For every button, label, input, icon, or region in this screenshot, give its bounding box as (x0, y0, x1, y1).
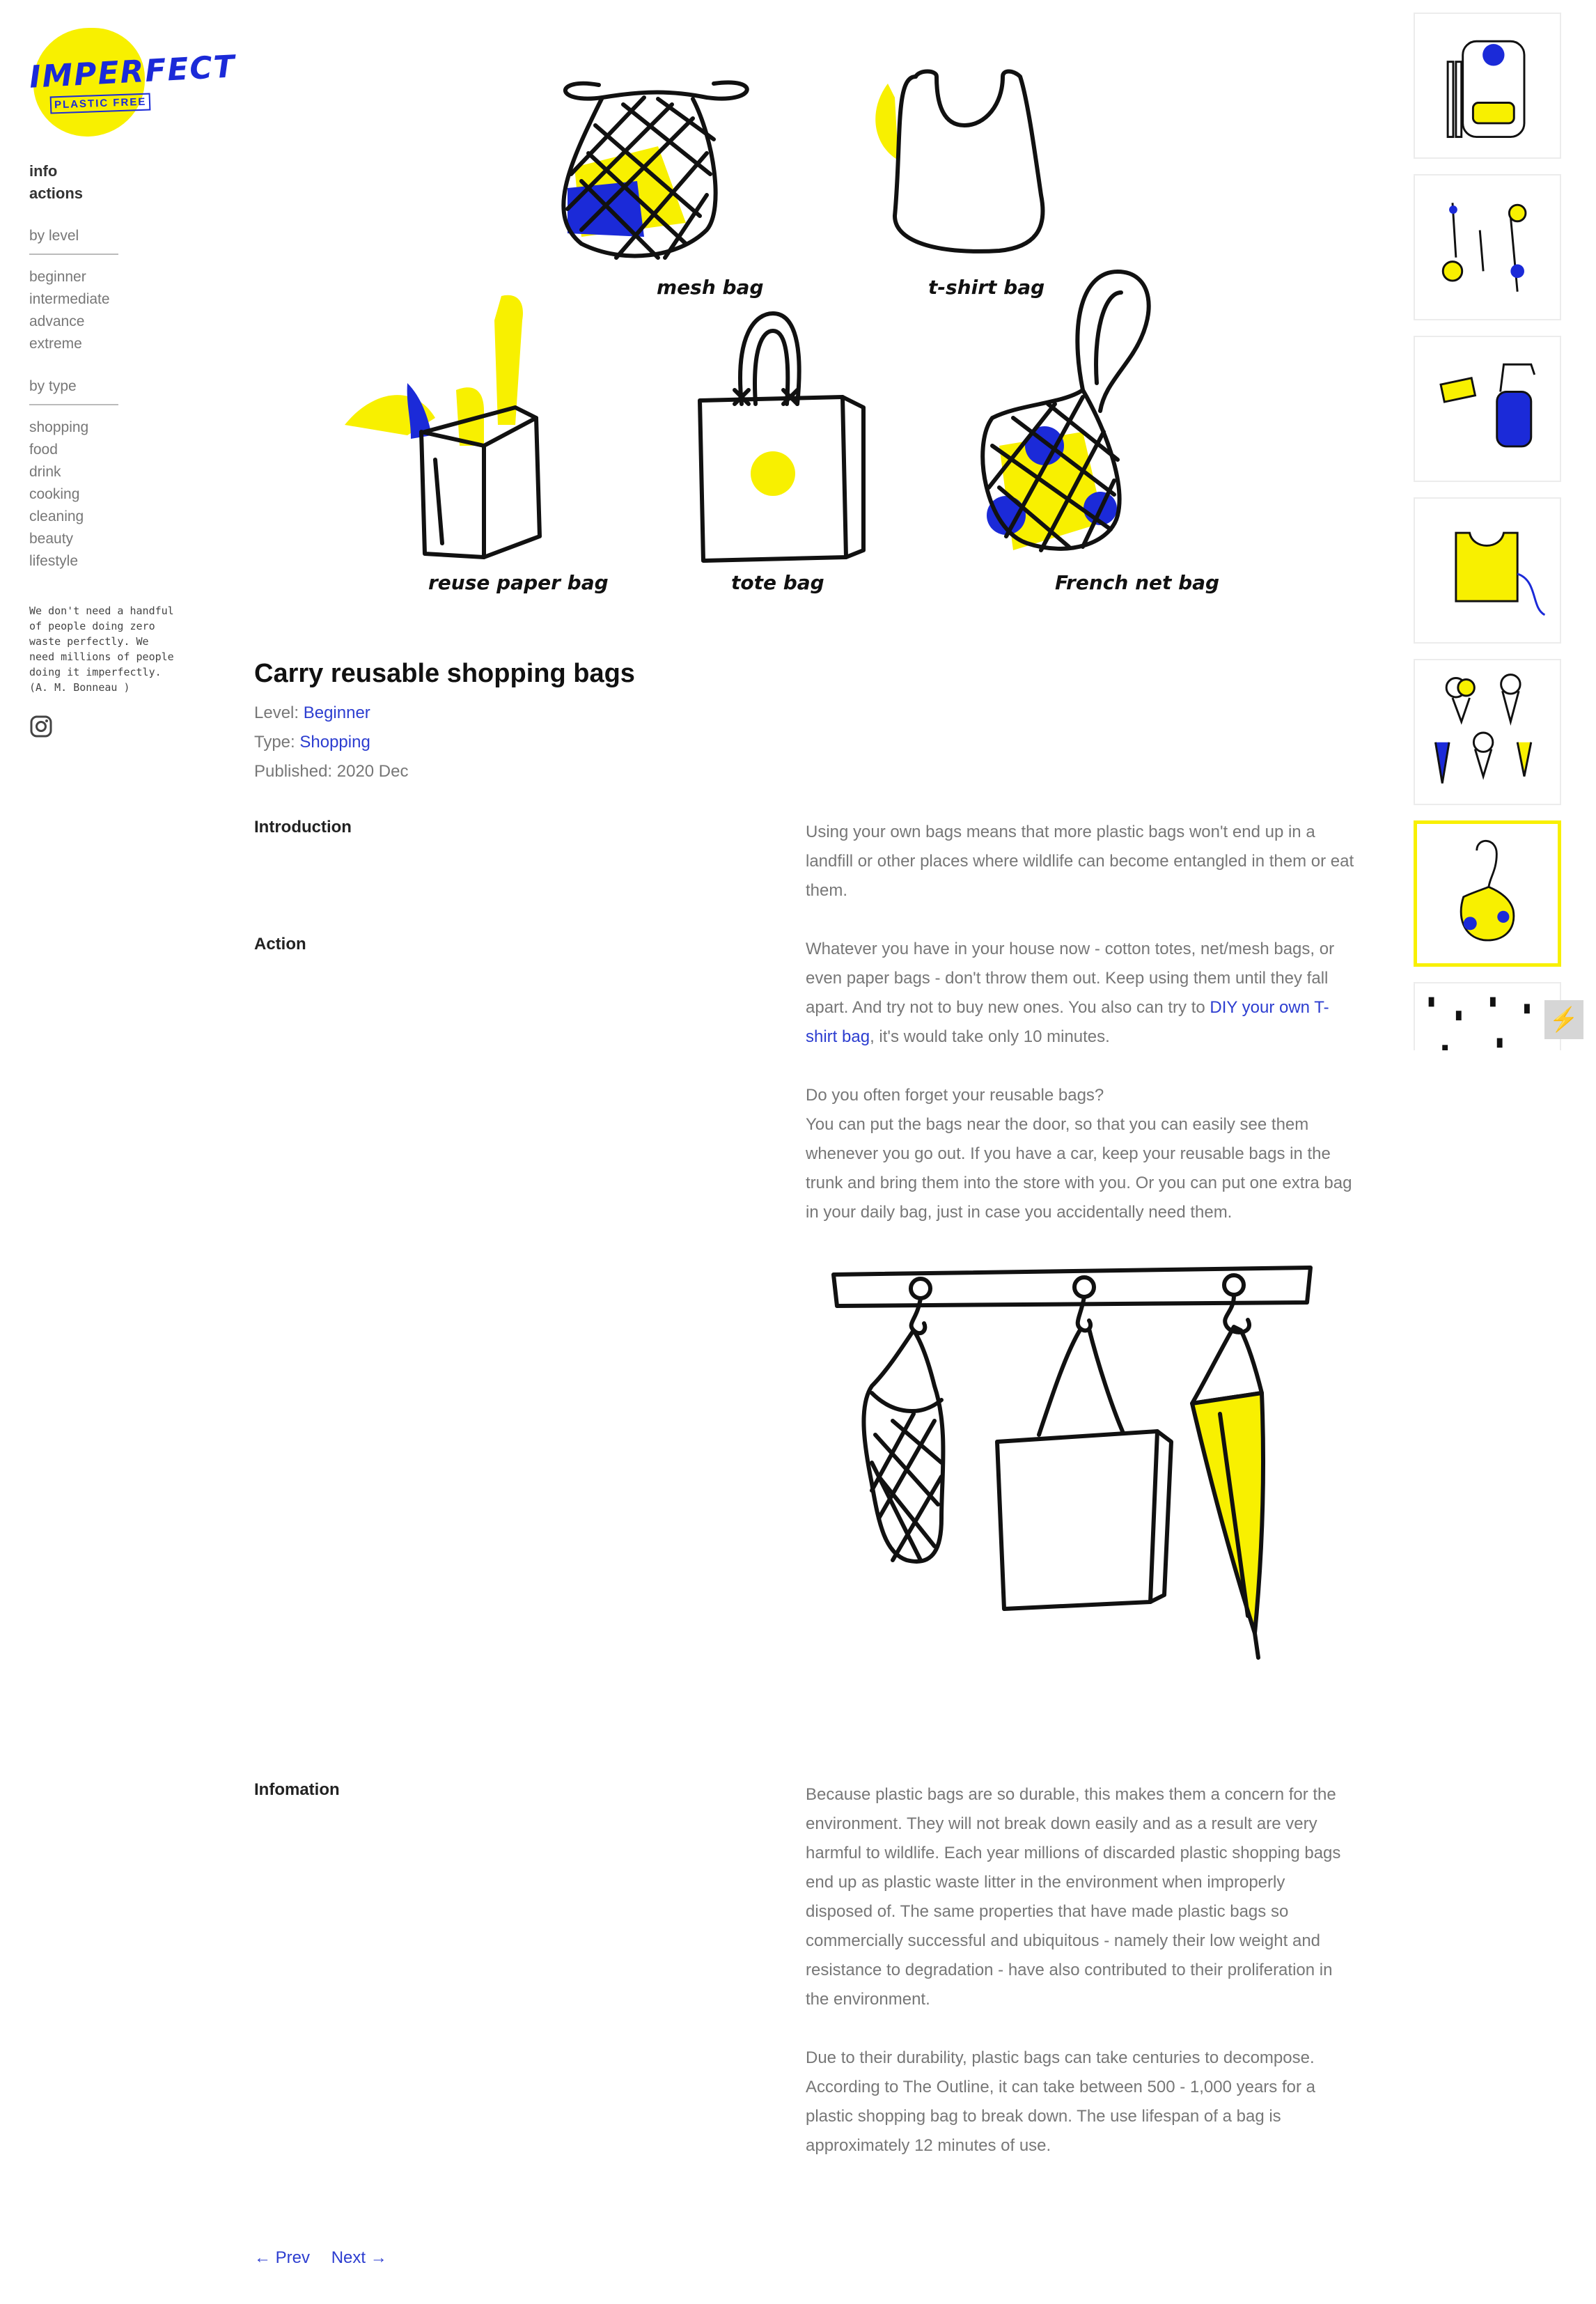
section-introduction-label: Introduction (254, 818, 352, 836)
sidebar (28, 25, 237, 742)
spray-bottle-icon (1415, 337, 1560, 481)
logo[interactable] (28, 25, 237, 143)
nav-type-beauty[interactable]: beauty (29, 531, 74, 547)
herbs-icon (1415, 176, 1560, 319)
action-text-before-link: Whatever you have in your house now - cotton totes, net/mesh bags, or even paper bags - don't throw them out. Keep using them until they fall apart. And try not to buy new ones. You also can try to (806, 940, 1335, 1017)
article-level-label: Level: (254, 703, 304, 722)
nav-info[interactable]: info (29, 162, 58, 180)
nav-type-drink[interactable]: drink (29, 464, 61, 480)
article-type (254, 728, 635, 757)
thumbnail-lunchbox[interactable] (1414, 13, 1561, 159)
action-paragraph-1 (806, 935, 1356, 1052)
next-label: Next (331, 2248, 366, 2267)
nav-by-type-title: by type (29, 376, 118, 405)
article-level (254, 699, 635, 728)
article-level-link[interactable]: Beginner (303, 703, 370, 722)
tote-bag-drawing (700, 313, 863, 561)
caption-paper-bag: reuse paper bag (428, 571, 609, 594)
caption-tote-bag: tote bag (731, 571, 824, 594)
thumbnail-french-net-bag[interactable] (1414, 820, 1561, 967)
pagination (254, 2248, 404, 2268)
nav-level-beginner[interactable]: beginner (29, 269, 86, 285)
thumbnail-clothes-pins[interactable] (1414, 982, 1561, 1050)
lunchbox-icon (1415, 14, 1560, 157)
sidebar-quote: We don't need a handful of people doing zero waste perfectly. We need millions of people doing it imperfectly. (A. M. Bonneau ) (29, 605, 174, 694)
main-nav (29, 160, 210, 205)
information-paragraph-2: Due to their durability, plastic bags can take centuries to decompose. According to The Outline, it can take between 500 - 1,000 years for a plastic shopping bag to break down. The use lifespan of a bag is approximately 12 minutes of use. (806, 2048, 1315, 2155)
bags-illustration (345, 56, 1250, 613)
nav-type-cleaning[interactable]: cleaning (29, 508, 84, 524)
nav-type-cooking[interactable]: cooking (29, 486, 80, 502)
logo-subtitle: PLASTIC FREE (50, 93, 151, 114)
information-paragraph-1: Because plastic bags are so durable, this makes them a concern for the environment. They will not break down easily and as a result are very harmful to wildlife. Each year millions of discarded plastic shopping bags end up as plastic waste litter in the environment when improperly disposed of. The same properties that have made plastic bags so commercially successful and ubiquitous - namely their low weight and resistance to degradation - have also contributed to their proliferation in the environment. (806, 1785, 1341, 2009)
caption-mesh-bag: mesh bag (657, 276, 764, 299)
french-net-bag-drawing (983, 272, 1148, 550)
hero-illustration (345, 56, 1250, 613)
nav-level-intermediate[interactable]: intermediate (29, 291, 110, 307)
action-text-after-link: , it's would take only 10 minutes. (870, 1027, 1110, 1046)
caption-french-net-bag: French net bag (1055, 571, 1220, 594)
clothes-pins-icon (1415, 983, 1560, 1050)
nav-by-level-title: by level (29, 226, 118, 255)
nav-level-advance[interactable]: advance (29, 313, 85, 329)
section-action-label: Action (254, 935, 306, 953)
nav-by-type (29, 376, 210, 573)
arrow-right-icon: → (370, 2248, 387, 2267)
logo-title: IMPERFECT (28, 49, 237, 95)
thumbnail-spray-bottle[interactable] (1414, 336, 1561, 482)
arrow-left-icon: ← (254, 2248, 271, 2267)
next-link[interactable] (331, 2248, 387, 2267)
article-title: Carry reusable shopping bags (254, 659, 635, 688)
french-net-bag-icon (1417, 824, 1558, 963)
ice-cream-icon (1415, 660, 1560, 804)
nav-level-extreme[interactable]: extreme (29, 336, 82, 352)
bags-on-hooks-drawing (830, 1254, 1317, 1699)
caption-tshirt-bag: t-shirt bag (928, 276, 1045, 299)
tank-top-icon (1415, 499, 1560, 642)
prev-label: Prev (275, 2248, 311, 2267)
nav-by-level (29, 226, 210, 355)
mesh-bag-drawing (563, 82, 746, 258)
nav-type-food[interactable]: food (29, 442, 58, 458)
article-published: Published: 2020 Dec (254, 762, 409, 781)
article-type-label: Type: (254, 733, 300, 752)
introduction-text: Using your own bags means that more plastic bags won't end up in a landfill or other places where wildlife can become entangled in them or eat them. (806, 823, 1354, 900)
section-action-body (806, 935, 1356, 1256)
paper-bag-drawing (345, 295, 540, 557)
instagram-icon[interactable] (29, 715, 53, 738)
article-type-link[interactable]: Shopping (299, 733, 370, 752)
prev-link[interactable] (254, 2248, 310, 2267)
section-information-body (806, 1780, 1356, 2190)
hook-rail-illustration (830, 1254, 1317, 1699)
related-thumbnails (1414, 13, 1564, 1050)
lightning-icon[interactable]: ⚡ (1544, 1000, 1583, 1039)
action-paragraph-2 (806, 1081, 1356, 1227)
tshirt-bag-drawing (875, 72, 1042, 251)
article-header (254, 659, 635, 786)
nav-type-lifestyle[interactable]: lifestyle (29, 553, 79, 569)
nav-actions[interactable]: actions (29, 185, 84, 202)
thumbnail-ice-cream[interactable] (1414, 659, 1561, 805)
nav-type-shopping[interactable]: shopping (29, 419, 89, 435)
thumbnail-herbs[interactable] (1414, 174, 1561, 320)
diy-tshirt-bag-link[interactable]: DIY your own T-shirt bag (806, 998, 1329, 1046)
thumbnail-tank-top[interactable] (1414, 497, 1561, 644)
action-question: Do you often forget your reusable bags? (806, 1086, 1104, 1105)
section-information-label: Infomation (254, 1780, 340, 1799)
section-introduction-body (806, 818, 1356, 935)
action-tips: You can put the bags near the door, so that you can easily see them whenever you go out. If you have a car, keep your reusable bags in the trunk and bring them into the store with you. Or you can put one extra bag in your daily bag, just in case you accidentally need them. (806, 1115, 1352, 1222)
